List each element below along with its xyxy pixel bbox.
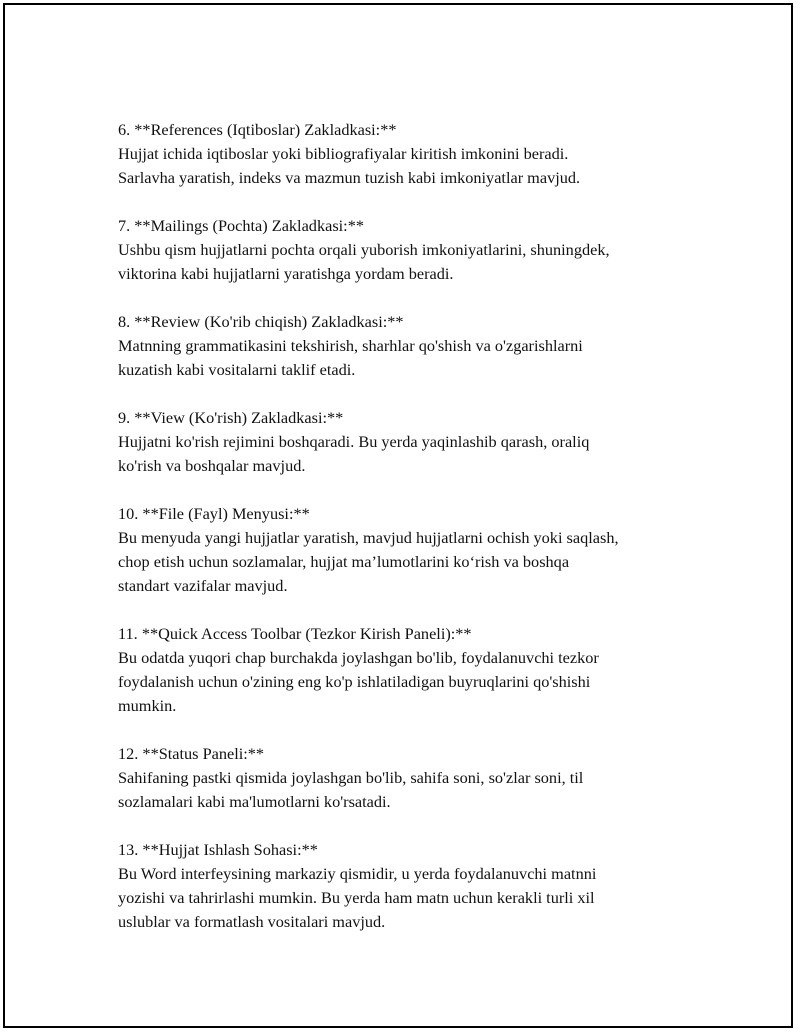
section-view [118, 406, 758, 478]
paragraph-line: Matnning grammatikasini tekshirish, sharhlar qo'shish va o'zgarishlarni [118, 336, 583, 355]
paragraph-line: Hujjat ichida iqtiboslar yoki bibliografiyalar kiritish imkonini beradi. [118, 144, 569, 163]
paragraph-line: Sahifaning pastki qismida joylashgan bo'lib, sahifa soni, so'zlar soni, til [118, 768, 584, 787]
paragraph-line: Sarlavha yaratish, indeks va mazmun tuzish kabi imkoniyatlar mavjud. [118, 168, 581, 187]
section-heading: 8. **Review (Ko'rib chiqish) Zakladkasi:** [118, 312, 404, 331]
section-document-work-area [118, 838, 758, 934]
section-quick-access-toolbar [118, 622, 758, 718]
section-review [118, 310, 758, 382]
paragraph-line: chop etish uchun sozlamalar, hujjat ma’lumotlarini ko‘rish va boshqa [118, 552, 570, 571]
section-heading: 11. **Quick Access Toolbar (Tezkor Kirish Paneli):** [118, 624, 472, 643]
paragraph-line: Bu menyuda yangi hujjatlar yaratish, mavjud hujjatlarni ochish yoki saqlash, [118, 528, 619, 547]
paragraph-line: yozishi va tahrirlashi mumkin. Bu yerda ham matn uchun kerakli turli xil [118, 888, 595, 907]
section-file-menu [118, 502, 758, 598]
paragraph-line: ko'rish va boshqalar mavjud. [118, 456, 306, 475]
paragraph-line: viktorina kabi hujjatlarni yaratishga yordam beradi. [118, 264, 454, 283]
paragraph-line: Bu odatda yuqori chap burchakda joylashgan bo'lib, foydalanuvchi tezkor [118, 648, 599, 667]
paragraph-line: uslublar va formatlash vositalari mavjud. [118, 912, 386, 931]
paragraph-line: Bu Word interfeysining markaziy qismidir, u yerda foydalanuvchi matnni [118, 864, 597, 883]
section-status-panel [118, 742, 758, 814]
paragraph-line: standart vazifalar mavjud. [118, 576, 288, 595]
section-mailings [118, 214, 758, 286]
document-body [118, 118, 758, 958]
paragraph-line: foydalanish uchun o'zining eng ko'p ishlatiladigan buyruqlarini qo'shishi [118, 672, 591, 691]
paragraph-line: Ushbu qism hujjatlarni pochta orqali yuborish imkoniyatlarini, shuningdek, [118, 240, 610, 259]
section-heading: 12. **Status Paneli:** [118, 744, 265, 763]
section-references [118, 118, 758, 190]
section-heading: 9. **View (Ko'rish) Zakladkasi:** [118, 408, 344, 427]
section-heading: 10. **File (Fayl) Menyusi:** [118, 504, 310, 523]
paragraph-line: sozlamalari kabi ma'lumotlarni ko'rsatadi. [118, 792, 391, 811]
paragraph-line: kuzatish kabi vositalarni taklif etadi. [118, 360, 356, 379]
section-heading: 13. **Hujjat Ishlash Sohasi:** [118, 840, 318, 859]
section-heading: 7. **Mailings (Pochta) Zakladkasi:** [118, 216, 364, 235]
section-heading: 6. **References (Iqtiboslar) Zakladkasi:** [118, 120, 397, 139]
paragraph-line: Hujjatni ko'rish rejimini boshqaradi. Bu yerda yaqinlashib qarash, oraliq [118, 432, 590, 451]
paragraph-line: mumkin. [118, 696, 177, 715]
